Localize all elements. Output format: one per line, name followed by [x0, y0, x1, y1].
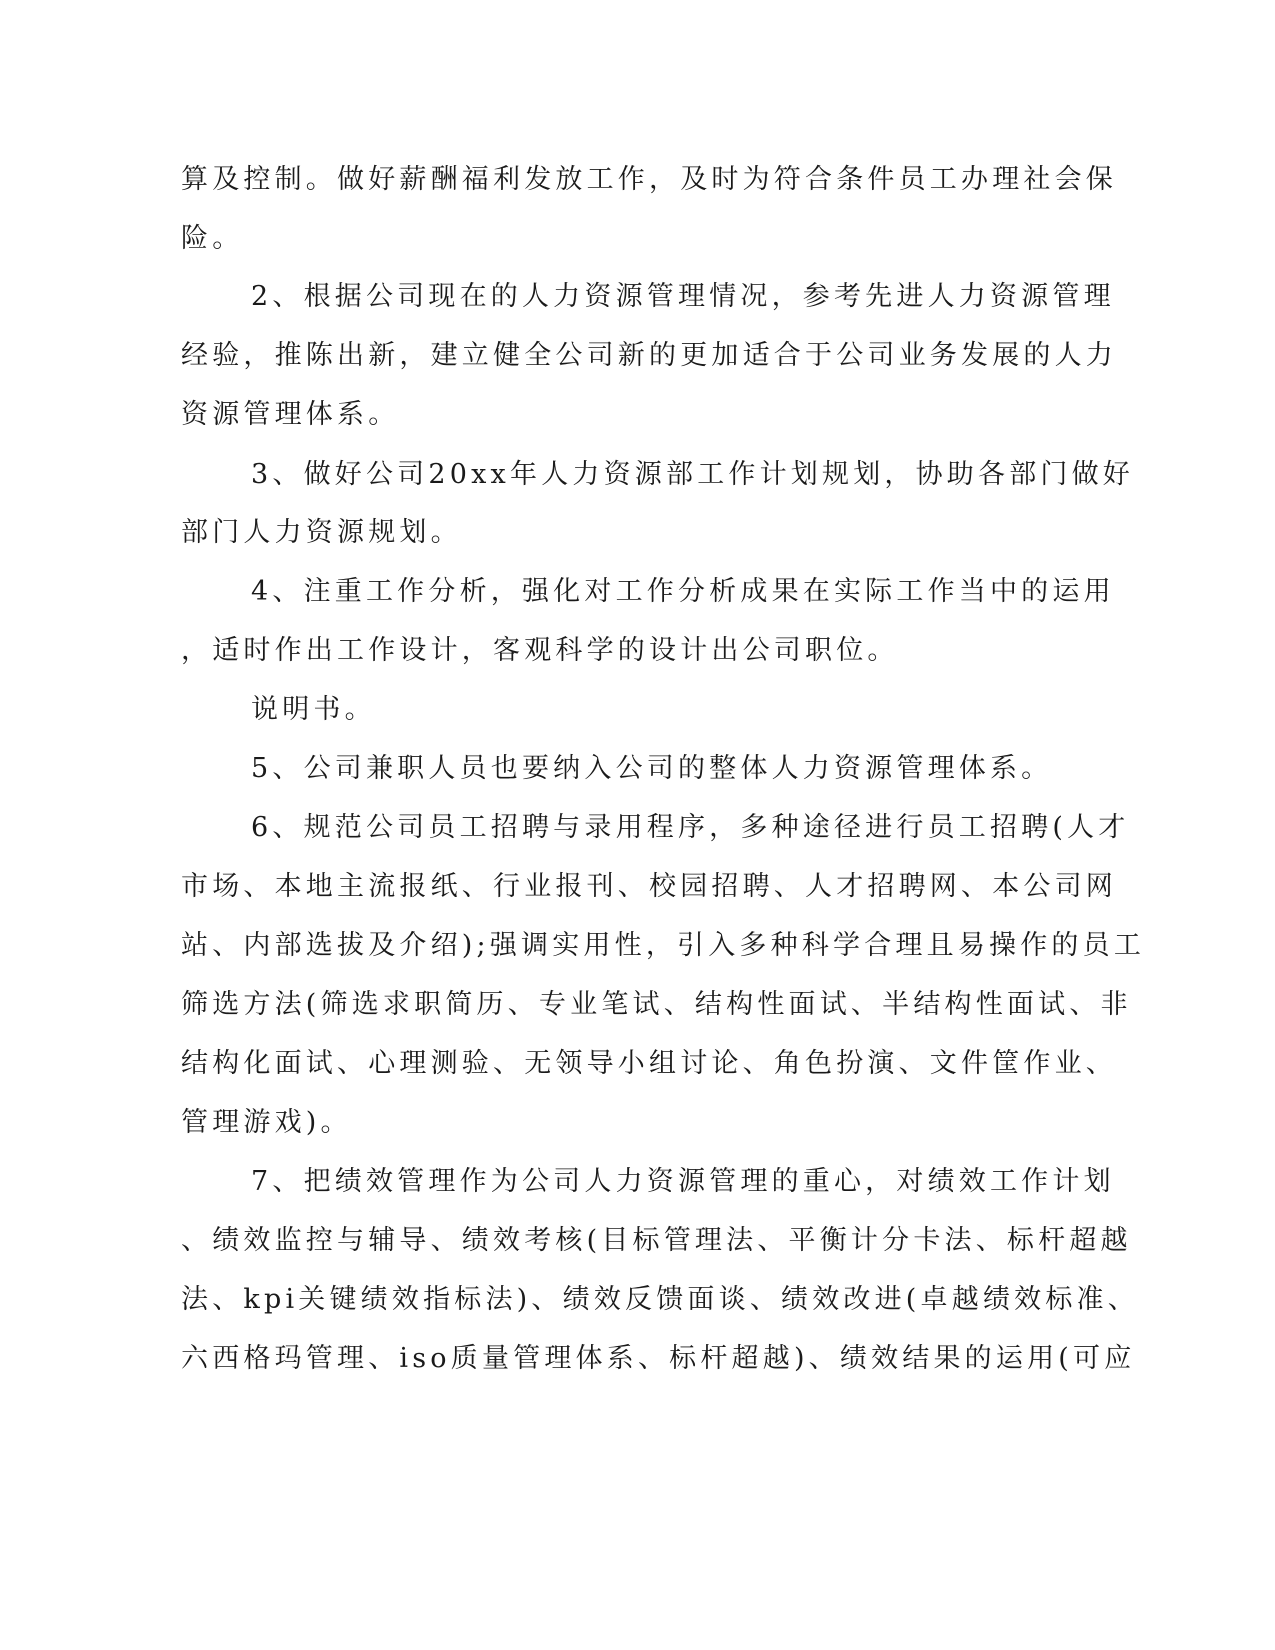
paragraph-first-line: 5、公司兼职人员也要纳入公司的整体人力资源管理体系。: [251, 753, 1053, 784]
text-line: 险。: [181, 223, 244, 254]
text-line: 站、内部选拔及介绍);强调实用性，引入多种科学合理且易操作的员工: [181, 930, 1146, 961]
text-line: ，适时作出工作设计，客观科学的设计出公司职位。: [181, 635, 899, 666]
paragraph-first-line: 3、做好公司20xx年人力资源部工作计划规划，协助各部门做好: [251, 459, 1134, 490]
paragraph-first-line: 说明书。: [251, 694, 376, 725]
text-line: 筛选方法(筛选求职简历、专业笔试、结构性面试、半结构性面试、非: [181, 989, 1132, 1020]
text-line: 经验，推陈出新，建立健全公司新的更加适合于公司业务发展的人力: [181, 340, 1117, 371]
paragraph-first-line: 4、注重工作分析，强化对工作分析成果在实际工作当中的运用: [251, 576, 1115, 607]
text-line: 六西格玛管理、iso质量管理体系、标杆超越)、绩效结果的运用(可应: [181, 1343, 1136, 1374]
text-line: 管理游戏)。: [181, 1107, 352, 1138]
text-line: 、绩效监控与辅导、绩效考核(目标管理法、平衡计分卡法、标杆超越: [181, 1225, 1132, 1256]
text-line: 资源管理体系。: [181, 399, 400, 430]
text-line: 结构化面试、心理测验、无领导小组讨论、角色扮演、文件筐作业、: [181, 1048, 1117, 1079]
paragraph-first-line: 6、规范公司员工招聘与录用程序，多种途径进行员工招聘(人才: [251, 812, 1130, 843]
text-line: 市场、本地主流报纸、行业报刊、校园招聘、人才招聘网、本公司网: [181, 871, 1117, 902]
paragraph-first-line: 7、把绩效管理作为公司人力资源管理的重心，对绩效工作计划: [251, 1166, 1115, 1197]
text-line: 法、kpi关键绩效指标法)、绩效反馈面谈、绩效改进(卓越绩效标准、: [181, 1284, 1139, 1315]
paragraph-first-line: 2、根据公司现在的人力资源管理情况，参考先进人力资源管理: [251, 281, 1115, 312]
text-line: 部门人力资源规划。: [181, 517, 462, 548]
text-line: 算及控制。做好薪酬福利发放工作，及时为符合条件员工办理社会保: [181, 164, 1117, 195]
